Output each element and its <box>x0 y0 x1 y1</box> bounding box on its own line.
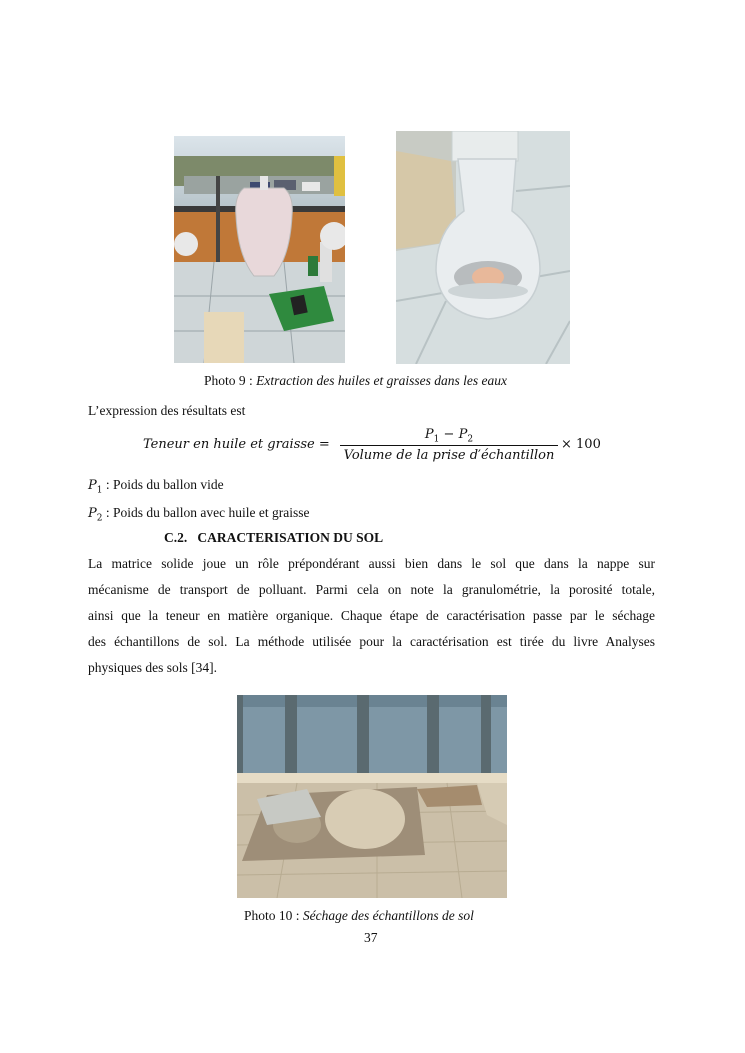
paragraph-line: physiques des sols [34]. <box>88 660 217 675</box>
page-number: 37 <box>364 930 378 945</box>
paragraph-line: ainsi que la teneur en matière organique. Chaque étape de caractérisation passe par le séchage <box>88 608 655 623</box>
definition-p2: $P_2$ : Poids du ballon avec huile et graisse <box>88 505 310 524</box>
photo9-caption-label: Photo 9 : <box>204 373 253 388</box>
formula-numerator: $P_1 - P_2$ <box>424 427 474 445</box>
formula-lhs: Teneur en huile et graisse = <box>143 437 330 452</box>
photo9-right-image <box>396 131 570 364</box>
photo9-caption <box>204 372 507 390</box>
formula-denominator: Volume de la prise d′échantillon <box>343 448 555 463</box>
photo10-caption-label: Photo 10 : <box>244 908 300 923</box>
photo10-image <box>237 695 507 898</box>
section-title: CARACTERISATION DU SOL <box>197 530 384 545</box>
formula-fraction <box>340 426 558 465</box>
paragraph-line: des échantillons de sol. La méthode utilisée pour la caractérisation est tirée du livre Analyses <box>88 634 655 649</box>
photo9-caption-title: Extraction des huiles et graisses dans les eaux <box>256 373 507 388</box>
section-heading <box>164 530 383 546</box>
photo10-caption <box>244 907 474 925</box>
expression-intro: L’expression des résultats est <box>88 403 246 418</box>
photo9-left-image <box>174 136 345 363</box>
fraction-bar <box>340 445 558 446</box>
paragraph-line: mécanisme de transport de polluant. Parmi cela on note la granulométrie, la porosité totale, <box>88 582 655 597</box>
definition-p1: $P_1$ : Poids du ballon vide <box>88 477 224 496</box>
section-number: C.2. <box>164 530 188 545</box>
formula-multiplier: × 100 <box>561 437 601 452</box>
paragraph-line: La matrice solide joue un rôle prépondérant aussi bien dans le sol que dans la nappe sur <box>88 556 655 571</box>
body-paragraph <box>88 551 655 681</box>
photo10-caption-title: Séchage des échantillons de sol <box>302 908 474 923</box>
